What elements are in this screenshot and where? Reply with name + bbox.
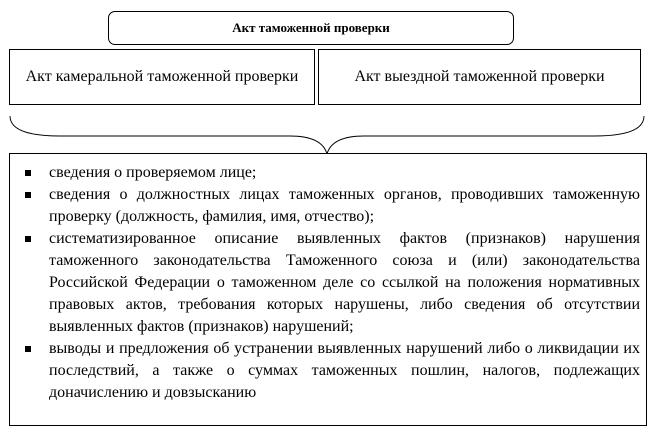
list-item-text: систематизированное описание выявленных фактов (признаков) нарушения таможенного законодательства Таможенного союза и (или) законодательства Российской Федерации о таможенном деле со ссылкой на положения нормативных правовых актов, требования которых нарушены, либо сведения об отсутствии выявленных фактов (признаков) нарушений; [49, 230, 640, 335]
branch-box-cameral [9, 49, 315, 105]
curly-brace [0, 106, 654, 154]
list-item-text: выводы и предложения об устранении выявленных нарушений либо о ликвидации их последствий, а также о суммах таможенных пошлин, налогов, подлежащих доначислению и довзысканию [49, 340, 640, 401]
branch-box-onsite [318, 49, 641, 105]
square-bullet-icon [25, 192, 31, 198]
diagram-title-box [108, 11, 514, 45]
branch-label-cameral: Акт камеральной таможенной проверки [25, 68, 299, 85]
requisites-list [24, 162, 640, 404]
requisites-list-box [9, 153, 647, 426]
list-item-text: сведения о проверяемом лице; [49, 164, 257, 181]
diagram-title: Акт таможенной проверки [232, 20, 390, 35]
list-item-text: сведения о должностных лицах таможенных органов, проводивших таможенную проверку (должность, фамилия, имя, отчество); [49, 186, 640, 225]
square-bullet-icon [25, 170, 31, 176]
list-item [24, 228, 640, 338]
list-item [24, 162, 640, 184]
curly-brace-path [10, 116, 644, 154]
list-item [24, 184, 640, 228]
square-bullet-icon [25, 236, 31, 242]
square-bullet-icon [25, 346, 31, 352]
branch-label-onsite: Акт выездной таможенной проверки [354, 68, 605, 85]
list-item [24, 338, 640, 404]
